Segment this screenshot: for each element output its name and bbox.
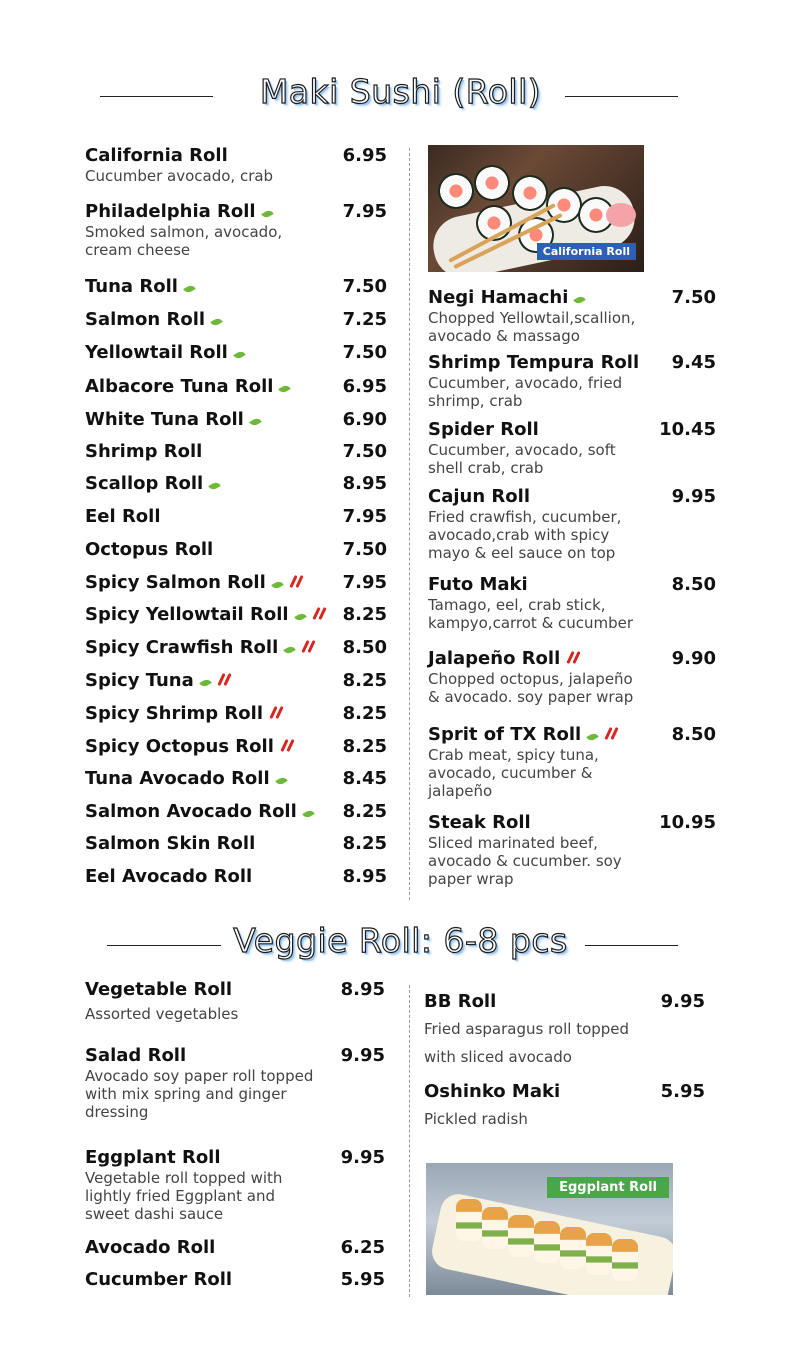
leaf-icon <box>200 670 211 692</box>
menu-item-price: 6.90 <box>342 409 387 430</box>
chili-pepper-icon <box>566 648 578 670</box>
menu-item-description: Chopped Yellowtail,scallion, avocado & massago <box>428 309 636 345</box>
menu-item-name: Salad Roll <box>85 1045 187 1066</box>
menu-item-name: Spicy Crawfish Roll <box>85 637 335 659</box>
menu-item-description: Assorted vegetables <box>85 1005 239 1023</box>
menu-item-price: 7.95 <box>342 506 387 527</box>
chili-pepper-icon <box>269 703 281 725</box>
menu-item <box>85 833 335 855</box>
menu-item-price: 9.90 <box>671 648 716 669</box>
menu-item-price: 8.50 <box>342 637 387 658</box>
california-roll-photo-label: California Roll <box>537 243 636 260</box>
california-roll-photo <box>428 145 644 272</box>
menu-item-price: 10.45 <box>659 419 716 440</box>
menu-item-price: 8.25 <box>342 604 387 625</box>
menu-item-price: 6.25 <box>340 1237 385 1258</box>
leaf-icon <box>211 309 222 331</box>
menu-item-name: California Roll <box>85 145 228 166</box>
menu-item-description: Chopped octopus, jalapeño & avocado. soy paper wrap <box>428 670 634 706</box>
menu-item-description: Avocado soy paper roll topped with mix spring and ginger dressing <box>85 1067 314 1121</box>
menu-item-price: 8.50 <box>671 574 716 595</box>
menu-item <box>428 724 658 800</box>
menu-item <box>85 342 335 364</box>
veggie-title-rule-right <box>585 945 678 946</box>
menu-item <box>85 670 335 692</box>
chili-pepper-icon <box>312 604 324 626</box>
menu-item-price: 5.95 <box>340 1269 385 1290</box>
veggie-section-title: Veggie Roll: 6-8 pcs <box>233 921 568 960</box>
menu-item <box>85 409 335 431</box>
menu-item-name: Octopus Roll <box>85 539 214 560</box>
menu-item-price: 10.95 <box>659 812 716 833</box>
menu-item-price: 6.95 <box>342 376 387 397</box>
menu-item-name: Eel Avocado Roll <box>85 866 253 887</box>
leaf-icon <box>303 801 314 823</box>
title-rule-right <box>565 96 678 97</box>
menu-item-name: Tuna Roll <box>85 276 335 298</box>
chili-pepper-icon <box>604 724 616 746</box>
menu-item-price: 7.50 <box>342 342 387 363</box>
menu-item <box>428 352 658 410</box>
leaf-icon <box>250 409 261 431</box>
menu-item-name: Salmon Skin Roll <box>85 833 256 854</box>
menu-item-price: 8.95 <box>340 979 385 1000</box>
menu-item-price: 5.95 <box>660 1081 705 1102</box>
menu-item-name: Spider Roll <box>428 419 539 440</box>
menu-item-price: 8.25 <box>342 833 387 854</box>
menu-item <box>85 1045 335 1121</box>
menu-item-name: Sprit of TX Roll <box>428 724 658 746</box>
menu-item-description: Pickled radish <box>424 1110 528 1128</box>
leaf-icon <box>184 276 195 298</box>
menu-item-description: Smoked salmon, avocado, cream cheese <box>85 223 283 259</box>
menu-item-name: Spicy Tuna <box>85 670 335 692</box>
menu-item-price: 8.25 <box>342 703 387 724</box>
menu-item-price: 7.95 <box>342 572 387 593</box>
leaf-icon <box>587 724 598 746</box>
menu-item <box>85 979 335 1023</box>
menu-item-name: Cucumber Roll <box>85 1269 233 1290</box>
menu-item-price: 8.25 <box>342 670 387 691</box>
menu-item <box>85 572 335 594</box>
menu-item-price: 9.95 <box>340 1147 385 1168</box>
leaf-icon <box>272 572 283 594</box>
menu-item <box>85 801 335 823</box>
menu-item-price: 8.50 <box>671 724 716 745</box>
menu-item-name: Vegetable Roll <box>85 979 233 1000</box>
menu-item <box>85 201 335 259</box>
menu-item-name: Tuna Avocado Roll <box>85 768 335 790</box>
menu-item <box>424 991 654 1071</box>
menu-item-description: Cucumber, avocado, fried shrimp, crab <box>428 374 623 410</box>
leaf-icon <box>574 287 585 309</box>
menu-item-name: BB Roll <box>424 991 497 1012</box>
veggie-column-divider <box>409 985 410 1297</box>
menu-item <box>428 486 658 562</box>
menu-item-name: Steak Roll <box>428 812 531 833</box>
menu-item <box>85 309 335 331</box>
menu-item-price: 9.95 <box>671 486 716 507</box>
menu-item <box>85 604 335 626</box>
menu-item-name: Scallop Roll <box>85 473 335 495</box>
menu-item <box>85 539 335 561</box>
menu-item-description: Tamago, eel, crab stick, kampyo,carrot & cucumber <box>428 596 634 632</box>
menu-item-price: 7.25 <box>342 309 387 330</box>
menu-item-price: 9.95 <box>660 991 705 1012</box>
menu-item-description: Sliced marinated beef, avocado & cucumber. soy paper wrap <box>428 834 622 888</box>
eggplant-roll-photo-label: Eggplant Roll <box>547 1177 669 1198</box>
menu-item-name: White Tuna Roll <box>85 409 335 431</box>
leaf-icon <box>276 768 287 790</box>
menu-item-name: Spicy Shrimp Roll <box>85 703 335 725</box>
leaf-icon <box>262 201 273 223</box>
menu-item-description: Fried asparagus roll topped with sliced avocado <box>424 1020 630 1066</box>
menu-item <box>85 736 335 758</box>
menu-item <box>424 1081 654 1133</box>
menu-item-description: Cucumber avocado, crab <box>85 167 274 185</box>
menu-item-price: 8.45 <box>342 768 387 789</box>
menu-item <box>85 473 335 495</box>
menu-item-price: 8.95 <box>342 866 387 887</box>
menu-item-name: Spicy Octopus Roll <box>85 736 335 758</box>
menu-item-name: Albacore Tuna Roll <box>85 376 335 398</box>
menu-item-name: Salmon Avocado Roll <box>85 801 335 823</box>
chili-pepper-icon <box>280 736 292 758</box>
menu-item-name: Jalapeño Roll <box>428 648 658 670</box>
menu-item-price: 6.95 <box>342 145 387 166</box>
menu-item-name: Eel Roll <box>85 506 161 527</box>
menu-item-name: Avocado Roll <box>85 1237 216 1258</box>
menu-item-price: 7.50 <box>342 539 387 560</box>
leaf-icon <box>209 473 220 495</box>
menu-item <box>85 768 335 790</box>
menu-item <box>85 1147 335 1223</box>
menu-item-name: Futo Maki <box>428 574 528 595</box>
menu-item-name: Oshinko Maki <box>424 1081 561 1102</box>
menu-item-price: 9.45 <box>671 352 716 373</box>
menu-item-name: Shrimp Tempura Roll <box>428 352 640 373</box>
eggplant-roll-photo <box>426 1163 673 1295</box>
menu-item-description: Fried crawfish, cucumber, avocado,crab with spicy mayo & eel sauce on top <box>428 508 622 562</box>
menu-item <box>85 637 335 659</box>
chili-pepper-icon <box>217 670 229 692</box>
menu-item-description: Cucumber, avocado, soft shell crab, crab <box>428 441 616 477</box>
menu-item-price: 8.25 <box>342 801 387 822</box>
leaf-icon <box>234 342 245 364</box>
menu-item-description: Crab meat, spicy tuna, avocado, cucumber & jalapeño <box>428 746 599 800</box>
menu-item-description: Vegetable roll topped with lightly fried Eggplant and sweet dashi sauce <box>85 1169 283 1223</box>
chili-pepper-icon <box>289 572 301 594</box>
menu-item-name: Eggplant Roll <box>85 1147 221 1168</box>
leaf-icon <box>279 376 290 398</box>
menu-item-price: 7.50 <box>342 441 387 462</box>
menu-item-name: Philadelphia Roll <box>85 201 335 223</box>
menu-item-name: Shrimp Roll <box>85 441 203 462</box>
menu-item-name: Spicy Yellowtail Roll <box>85 604 335 626</box>
menu-item-price: 7.50 <box>671 287 716 308</box>
menu-item <box>85 1269 335 1291</box>
menu-item-name: Salmon Roll <box>85 309 335 331</box>
leaf-icon <box>295 604 306 626</box>
menu-item <box>85 441 335 463</box>
menu-item <box>85 866 335 888</box>
menu-item <box>85 376 335 398</box>
menu-item-price: 8.25 <box>342 736 387 757</box>
menu-item-name: Cajun Roll <box>428 486 530 507</box>
menu-item <box>428 419 658 477</box>
menu-item <box>428 648 658 706</box>
menu-item <box>85 703 335 725</box>
menu-item <box>85 145 335 185</box>
menu-item-name: Spicy Salmon Roll <box>85 572 335 594</box>
chili-pepper-icon <box>301 637 313 659</box>
menu-item <box>428 287 658 345</box>
menu-item-price: 8.95 <box>342 473 387 494</box>
menu-item-price: 7.95 <box>342 201 387 222</box>
column-divider <box>409 148 410 900</box>
menu-item <box>85 506 335 528</box>
menu-item-name: Yellowtail Roll <box>85 342 335 364</box>
menu-item <box>428 574 658 632</box>
maki-section-title: Maki Sushi (Roll) <box>259 72 542 111</box>
menu-item <box>85 276 335 298</box>
leaf-icon <box>284 637 295 659</box>
menu-item <box>428 812 658 888</box>
menu-item <box>85 1237 335 1259</box>
menu-item-price: 7.50 <box>342 276 387 297</box>
menu-item-name: Negi Hamachi <box>428 287 658 309</box>
menu-item-price: 9.95 <box>340 1045 385 1066</box>
